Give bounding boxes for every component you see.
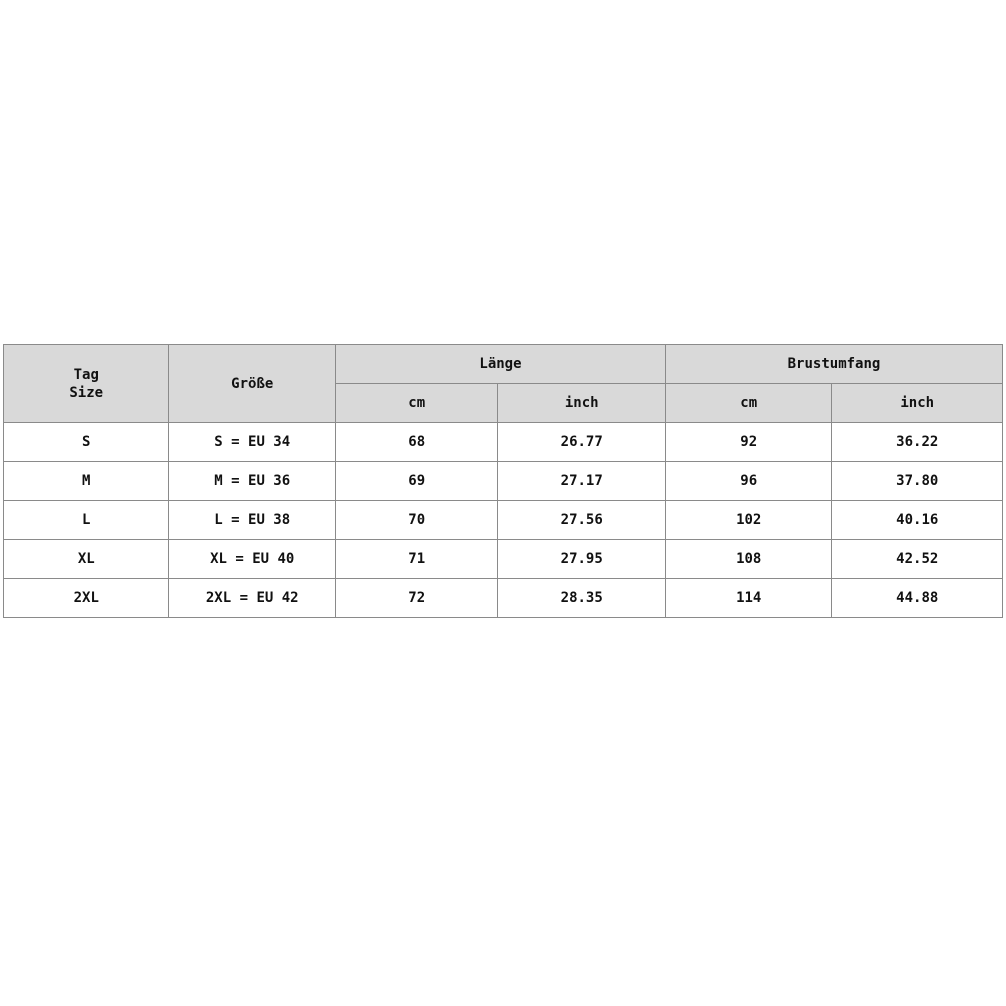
laenge-inch-header: inch bbox=[498, 384, 666, 423]
tag-cell: M bbox=[4, 462, 169, 501]
table-row bbox=[4, 579, 1003, 618]
header-row-groups bbox=[4, 345, 1003, 384]
table-row bbox=[4, 501, 1003, 540]
laenge-header: Länge bbox=[335, 345, 665, 384]
laenge-inch-cell: 28.35 bbox=[498, 579, 666, 618]
tag-cell: 2XL bbox=[4, 579, 169, 618]
laenge-cm-cell: 71 bbox=[335, 540, 497, 579]
laenge-cm-cell: 68 bbox=[335, 423, 497, 462]
laenge-cm-header: cm bbox=[335, 384, 497, 423]
laenge-inch-cell: 27.17 bbox=[498, 462, 666, 501]
brust-cm-header: cm bbox=[665, 384, 832, 423]
brust-cm-cell: 96 bbox=[665, 462, 832, 501]
laenge-inch-cell: 27.95 bbox=[498, 540, 666, 579]
table-row bbox=[4, 540, 1003, 579]
tag-header-line2: Size bbox=[69, 384, 104, 401]
table-row bbox=[4, 423, 1003, 462]
size-cell: 2XL = EU 42 bbox=[169, 579, 336, 618]
tag-cell: XL bbox=[4, 540, 169, 579]
size-chart-table bbox=[3, 344, 1003, 618]
laenge-cm-cell: 70 bbox=[335, 501, 497, 540]
brust-inch-cell: 40.16 bbox=[832, 501, 1003, 540]
laenge-inch-cell: 26.77 bbox=[498, 423, 666, 462]
brust-inch-cell: 36.22 bbox=[832, 423, 1003, 462]
brust-cm-cell: 102 bbox=[665, 501, 832, 540]
table-header bbox=[4, 345, 1003, 423]
brust-cm-cell: 114 bbox=[665, 579, 832, 618]
table-body bbox=[4, 423, 1003, 618]
brust-inch-cell: 44.88 bbox=[832, 579, 1003, 618]
size-cell: L = EU 38 bbox=[169, 501, 336, 540]
tag-size-header bbox=[4, 345, 169, 423]
tag-header-line1: Tag bbox=[73, 366, 99, 383]
groesse-header: Größe bbox=[169, 345, 336, 423]
size-cell: XL = EU 40 bbox=[169, 540, 336, 579]
tag-cell: L bbox=[4, 501, 169, 540]
brust-inch-header: inch bbox=[832, 384, 1003, 423]
laenge-inch-cell: 27.56 bbox=[498, 501, 666, 540]
brust-cm-cell: 108 bbox=[665, 540, 832, 579]
laenge-cm-cell: 72 bbox=[335, 579, 497, 618]
brust-inch-cell: 37.80 bbox=[832, 462, 1003, 501]
size-cell: M = EU 36 bbox=[169, 462, 336, 501]
table-row bbox=[4, 462, 1003, 501]
size-cell: S = EU 34 bbox=[169, 423, 336, 462]
brust-inch-cell: 42.52 bbox=[832, 540, 1003, 579]
laenge-cm-cell: 69 bbox=[335, 462, 497, 501]
brust-cm-cell: 92 bbox=[665, 423, 832, 462]
brustumfang-header: Brustumfang bbox=[665, 345, 1002, 384]
tag-cell: S bbox=[4, 423, 169, 462]
